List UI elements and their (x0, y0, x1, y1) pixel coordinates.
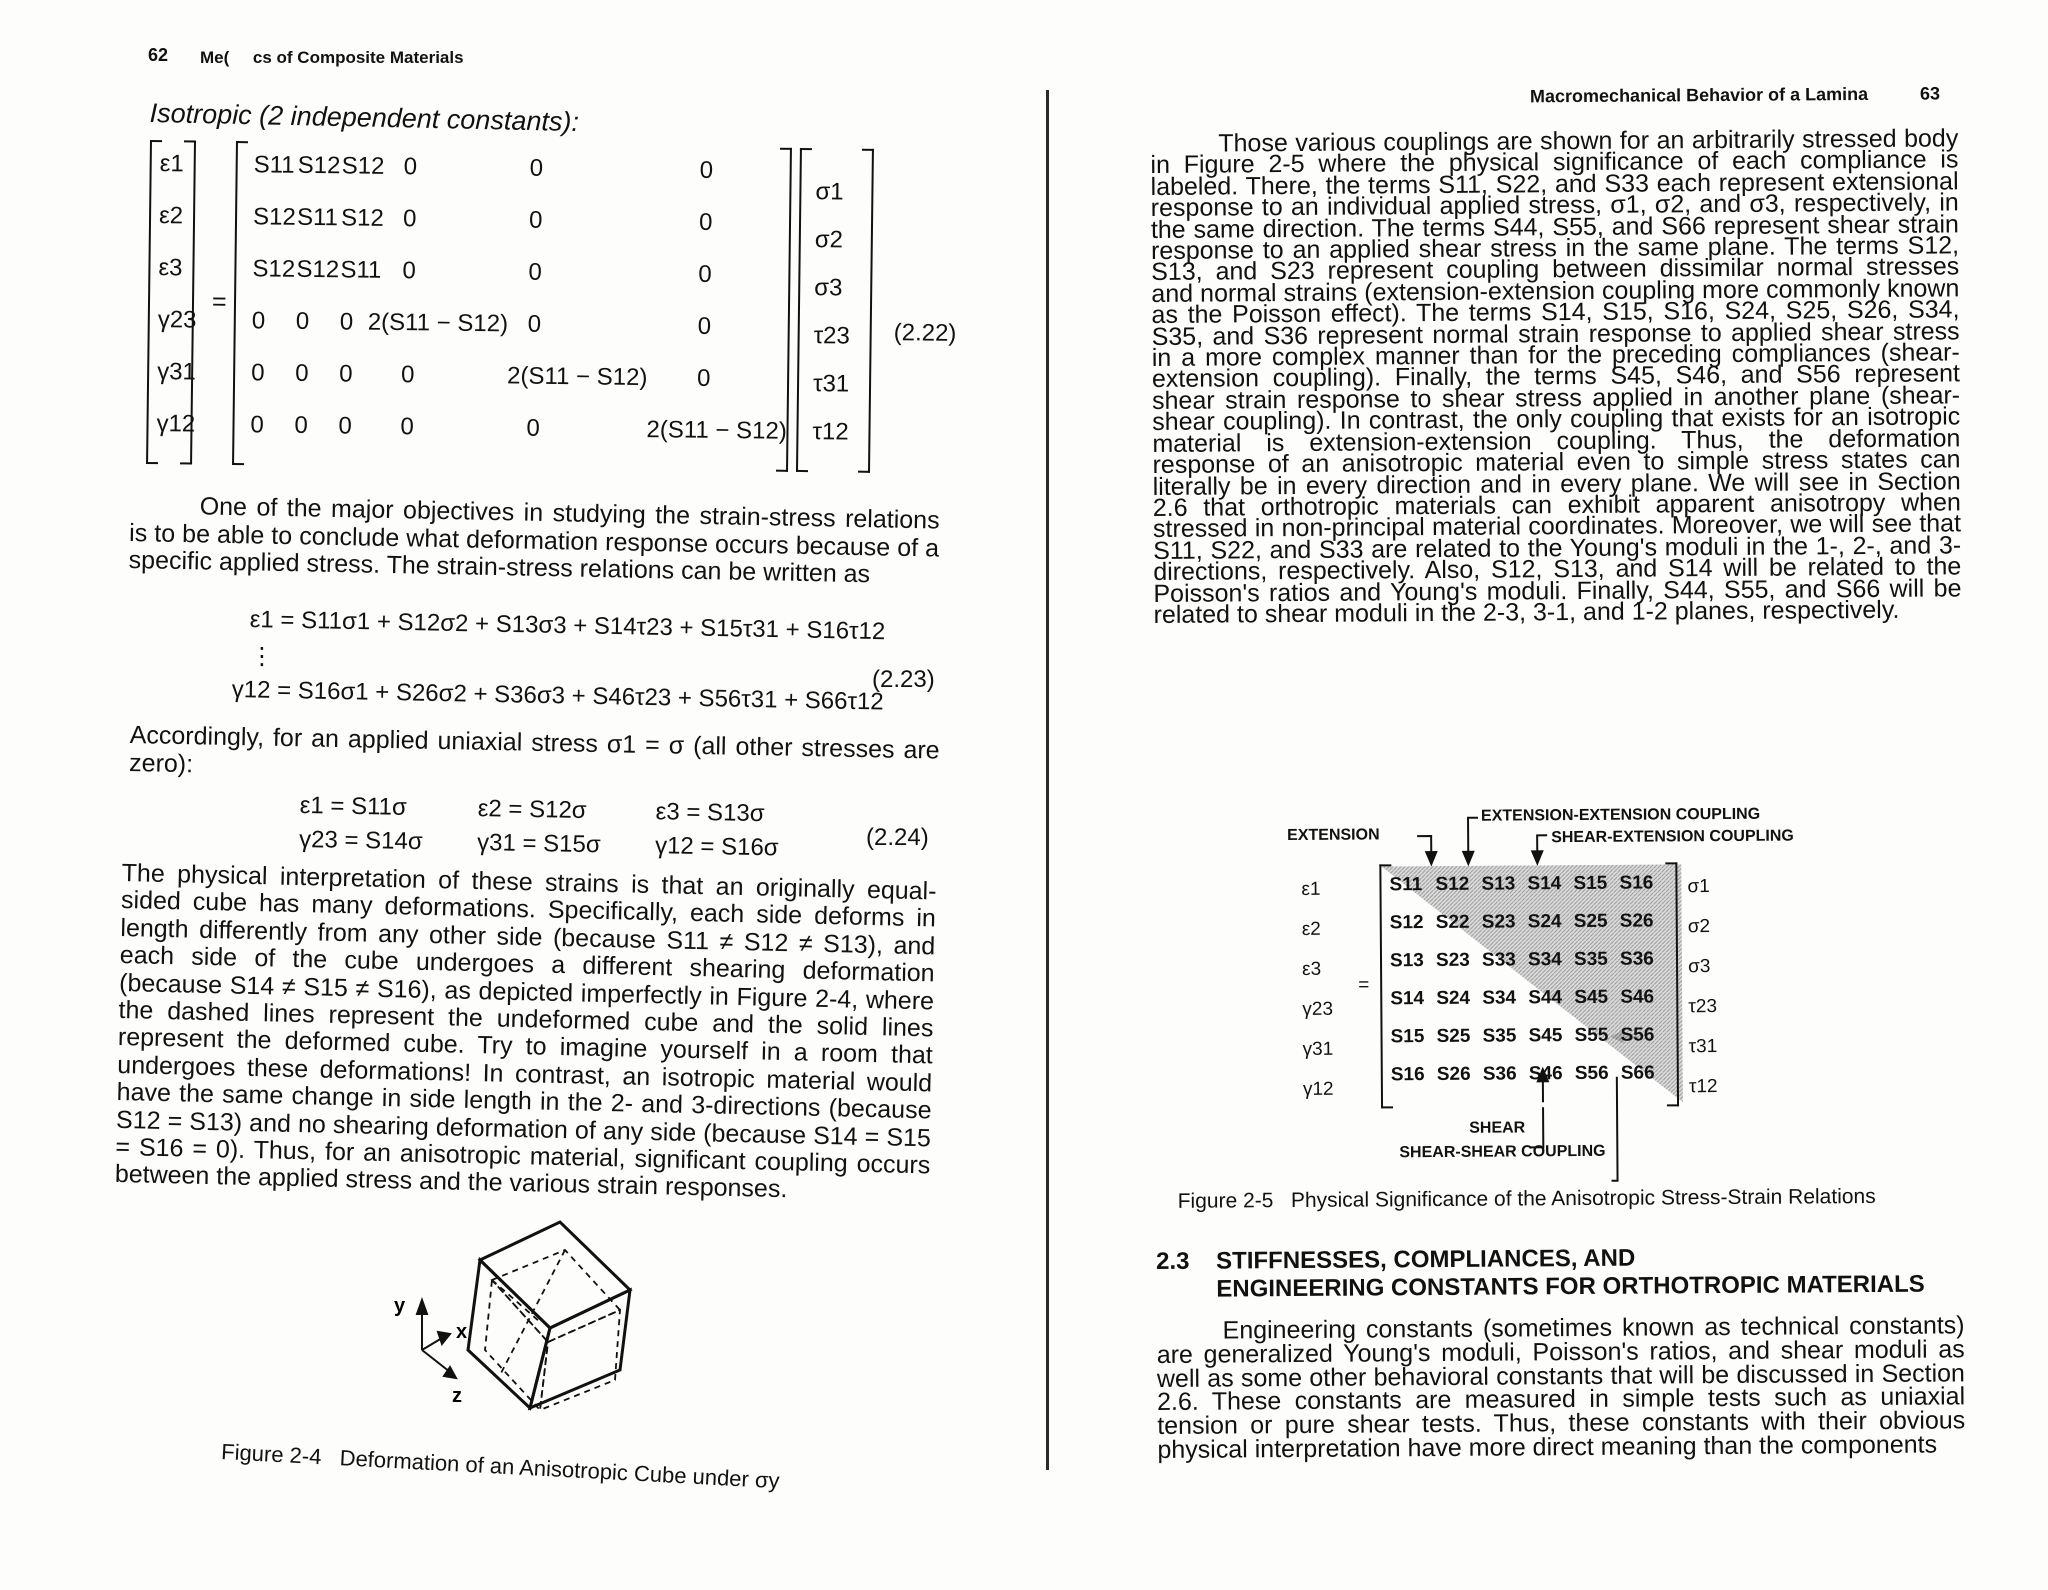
fig5-matrix-cell: S45 (1528, 1025, 1563, 1047)
fig5-strain: ε1 (1301, 878, 1321, 900)
fig5-stress: σ1 (1687, 876, 1710, 898)
right-paragraph-2: Engineering constants (sometimes known as technical constants) are generalized Young's moduli, Poisson's ratios, and shear moduli as well as some other behavioral constants that will be discussed in Section 2.6. These constants are measured in simple tests such as uniaxial tension or pure shear tests. Thus, these constants with their obvious physical interpretation have more direct meaning than the components (1156, 1311, 1966, 1464)
fig5-matrix-cell: S44 (1528, 987, 1563, 1009)
fig5-strain: γ31 (1302, 1038, 1334, 1060)
equation-2-24-term: γ12 = S16σ (654, 832, 779, 862)
label-shear-shear-coupling: SHEAR-SHEAR COUPLING (1399, 1142, 1606, 1162)
matrix-cell: 0 (402, 205, 417, 233)
fig5-matrix-cell: S15 (1573, 872, 1608, 895)
equation-2-23-line-2: γ12 = S16σ1 + S26σ2 + S36σ3 + S46τ23 + S56τ31 + S66τ12 (231, 676, 884, 716)
matrix-cell: 0 (295, 307, 310, 335)
section-title-line-1: STIFFNESSES, COMPLIANCES, AND (1216, 1244, 1636, 1275)
matrix-cell: 2(S11 − S12) (506, 362, 648, 392)
fig5-matrix-cell: S35 (1482, 1025, 1517, 1047)
fig5-matrix-cell: S12 (1389, 912, 1424, 934)
fig5-matrix-cell: S26 (1436, 1063, 1471, 1086)
stress-entry: σ3 (814, 274, 843, 302)
fig5-stress: τ23 (1688, 996, 1718, 1018)
fig5-matrix-cell: S46 (1528, 1063, 1563, 1085)
left-paragraph-3: The physical interpretation of these strains is that an originally equal-sided cube has many deformations. Specifically, each side deforms in length differently from any other side (because S11 ≠ S12 ≠ S13), and each side of the cube undergoes a different shearing deformation (because S14 ≠ S15 ≠ S16), as depicted imperfectly in Figure 2-4, where the dashed lines represent the undeformed cube and the solid lines represent the deformed cube. Try to imagine yourself in a room that undergoes these deformations! In contrast, an isotropic material would have the same change in side length in the 2- and 3-directions (because S12 = S13) and no shearing deformation of any side (because S14 = S15 = S16 = 0). Thus, for an anisotropic material, significant coupling occurs between the applied stress and the various strain responses. (114, 859, 937, 1204)
figure-2-4-caption: Figure 2-4 Deformation of an Anisotropic Cube under σy (220, 1438, 781, 1494)
equation-2-24-term: ε2 = S12σ (477, 795, 587, 825)
matrix-cell: 0 (697, 312, 712, 340)
fig5-matrix-cell: S66 (1620, 1062, 1655, 1084)
matrix-cell: 0 (528, 206, 543, 234)
equation-number-2-23: (2.23) (872, 666, 935, 693)
matrix-cell: 0 (294, 359, 309, 387)
matrix-cell: S12 (340, 204, 384, 232)
fig5-matrix-cell: S45 (1574, 986, 1609, 1009)
strain-entry: γ12 (156, 410, 196, 438)
isotropic-heading: Isotropic (2 independent constants): (149, 98, 580, 137)
matrix-cell: 0 (526, 414, 541, 442)
label-shear: SHEAR (1469, 1119, 1526, 1137)
equals-sign: = (211, 287, 227, 316)
fig5-matrix-cell: S24 (1436, 987, 1471, 1010)
equation-2-24-term: γ31 = S15σ (476, 829, 601, 859)
matrix-cell: S11 (253, 151, 295, 179)
fig5-matrix-cell: S23 (1481, 911, 1516, 933)
fig5-matrix-cell: S16 (1390, 1064, 1425, 1086)
axis-x-label: x (456, 1321, 468, 1343)
matrix-cell: 0 (402, 257, 416, 285)
matrix-cell: S11 (296, 203, 339, 232)
fig5-stress: τ31 (1688, 1036, 1718, 1058)
equation-2-23-dots: ⋮ (250, 643, 274, 670)
fig5-equals: = (1358, 974, 1370, 996)
stress-entry: τ12 (812, 418, 849, 446)
fig5-matrix-cell: S13 (1481, 873, 1516, 895)
matrix-cell: 0 (699, 156, 714, 184)
matrix-cell: 0 (529, 154, 544, 182)
fig5-matrix-cell: S14 (1527, 873, 1562, 895)
equation-number-2-24: (2.24) (866, 824, 929, 851)
fig5-matrix-cell: S56 (1620, 1024, 1655, 1046)
fig5-matrix-cell: S15 (1390, 1026, 1425, 1048)
left-running-header: Me( cs of Composite Materials (200, 48, 464, 67)
label-extension-extension-coupling: EXTENSION-EXTENSION COUPLING (1480, 805, 1761, 825)
fig5-stress: σ2 (1687, 916, 1711, 938)
left-page-number: 62 (148, 45, 169, 65)
label-extension: EXTENSION (1287, 826, 1380, 845)
left-paragraph-2: Accordingly, for an applied uniaxial stress σ1 = σ (all other stresses are zero): (128, 721, 940, 778)
fig5-stress: τ12 (1688, 1076, 1718, 1098)
stress-entry: τ23 (813, 322, 851, 350)
matrix-cell: S12 (296, 255, 340, 284)
matrix-cell: 0 (698, 260, 712, 288)
equation-2-24-term: ε3 = S13σ (655, 798, 765, 828)
matrix-cell: S12 (341, 152, 385, 180)
strain-entry: γ23 (157, 306, 197, 334)
fig5-strain: ε3 (1302, 958, 1322, 980)
matrix-cell: S11 (340, 256, 382, 284)
label-shear-extension-coupling: SHEAR-EXTENSION COUPLING (1551, 827, 1794, 847)
fig5-matrix-cell: S25 (1436, 1025, 1471, 1048)
section-number: 2.3 (1156, 1247, 1190, 1275)
right-running-header: Macromechanical Behavior of a Lamina (1529, 83, 1869, 107)
fig5-strain: γ23 (1302, 998, 1334, 1020)
fig5-strain: ε2 (1301, 918, 1321, 940)
matrix-cell: 0 (400, 413, 415, 441)
equation-2-23-line-1: ε1 = S11σ1 + S12σ2 + S13σ3 + S14τ23 + S15τ31 + S16τ12 (249, 606, 886, 646)
stress-entry: σ1 (815, 178, 844, 206)
strain-entry: ε3 (158, 254, 183, 282)
fig5-strain: γ12 (1302, 1078, 1334, 1100)
right-page-number: 63 (1919, 83, 1941, 104)
matrix-cell: 0 (698, 208, 713, 236)
fig5-matrix-cell: S36 (1619, 948, 1654, 970)
equation-number-2-22: (2.22) (893, 319, 957, 347)
strain-entry: ε1 (159, 150, 184, 178)
matrix-cell: 0 (294, 411, 309, 439)
stress-entry: τ31 (812, 370, 850, 398)
matrix-cell: 0 (251, 307, 266, 335)
fig5-matrix-cell: S26 (1619, 910, 1654, 932)
fig5-matrix-cell: S22 (1435, 911, 1470, 934)
fig5-matrix-cell: S14 (1390, 988, 1425, 1010)
matrix-cell: S12 (252, 203, 296, 231)
fig5-matrix-cell: S16 (1619, 872, 1654, 894)
equation-2-24-term: ε1 = S11σ (299, 791, 408, 821)
fig5-matrix-cell: S46 (1620, 986, 1655, 1008)
matrix-cell: 0 (696, 364, 711, 392)
fig5-matrix-cell: S12 (1435, 873, 1470, 896)
matrix-cell: S12 (297, 151, 341, 180)
matrix-cell: 0 (403, 153, 418, 181)
fig5-matrix-cell: S23 (1435, 949, 1470, 972)
matrix-cell: 0 (338, 412, 353, 440)
matrix-cell: 0 (527, 310, 542, 338)
strain-entry: ε2 (158, 202, 184, 230)
matrix-cell: 0 (250, 411, 265, 439)
strain-entry: γ31 (157, 358, 197, 386)
left-paragraph-1: One of the major objectives in studying the strain-stress relations is to be able to conclude what deformation response occurs because of a specific applied stress. The strain-stress relations can be written as (128, 492, 940, 589)
matrix-cell: 0 (339, 308, 354, 336)
fig5-matrix-cell: S33 (1481, 949, 1516, 971)
fig5-matrix-cell: S11 (1389, 874, 1423, 896)
figure-2-5-caption: Figure 2-5 Physical Significance of the Anisotropic Stress-Strain Relations (1177, 1184, 1876, 1213)
fig5-stress: σ3 (1687, 956, 1711, 978)
equation-2-24-term: γ23 = S14σ (298, 825, 423, 856)
matrix-cell: S12 (252, 255, 296, 283)
fig5-matrix-cell: S25 (1573, 910, 1608, 933)
stress-entry: σ2 (814, 226, 844, 254)
section-title-line-2: ENGINEERING CONSTANTS FOR ORTHOTROPIC MATERIALS (1216, 1270, 1925, 1303)
fig5-matrix-cell: S35 (1573, 948, 1608, 971)
fig5-matrix-cell: S34 (1482, 987, 1517, 1009)
fig5-matrix-cell: S55 (1574, 1024, 1609, 1047)
matrix-cell: 0 (400, 361, 415, 389)
matrix-cell: 0 (338, 360, 353, 388)
fig5-matrix-cell: S24 (1527, 911, 1562, 933)
matrix-cell: 2(S11 − S12) (646, 416, 787, 445)
matrix-cell: 2(S11 − S12) (367, 308, 509, 338)
fig5-matrix-cell: S56 (1574, 1062, 1609, 1085)
axis-y-label: y (394, 1295, 406, 1317)
fig5-matrix-cell: S34 (1527, 949, 1562, 971)
matrix-cell: 0 (528, 258, 542, 286)
axis-z-label: z (452, 1385, 462, 1407)
fig5-matrix-cell: S36 (1482, 1063, 1517, 1085)
right-paragraph-1: Those various couplings are shown for an arbitrarily stressed body in Figure 2-5 where the physical significance of each compliance is labeled. There, the terms S11, S22, and S33 each represent extensional response to an individual applied stress, σ1, σ2, and σ3, respectively, in the same direction. The terms S44, S55, and S66 represent shear strain response to an applied shear stress in the same plane. The terms S12, S13, and S23 represent coupling between dissimilar normal stresses and normal strains (extension-extension coupling more commonly known as the Poisson effect). The terms S14, S15, S16, S24, S25, S26, S34, S35, and S36 represent normal strain response to applied shear stress in a more complex manner than for the preceding compliances (shear-extension coupling). Finally, the terms S45, S46, and S56 represent shear strain response to shear stress applied in another plane (shear-shear coupling). In contrast, the only coupling that exists for an isotropic material is extension-extension coupling. Thus, the deformation response of an anisotropic material even to simple stress states can literally be in every direction and in every plane. We will see in Section 2.6 that orthotropic materials can exhibit apparent anisotropy when stressed in non-principal material coordinates. Moreover, we will see that S11, S22, and S33 are related to the Young's moduli in the 1-, 2-, and 3-directions, respectively. Also, S12, S13, and S14 will be related to the Poisson's ratios and Young's moduli. Finally, S44, S55, and S66 will be related to shear moduli in the 2-3, 3-1, and 1-2 planes, respectively. (1150, 124, 1962, 629)
matrix-cell: 0 (250, 359, 265, 387)
fig5-matrix-cell: S13 (1389, 950, 1424, 972)
